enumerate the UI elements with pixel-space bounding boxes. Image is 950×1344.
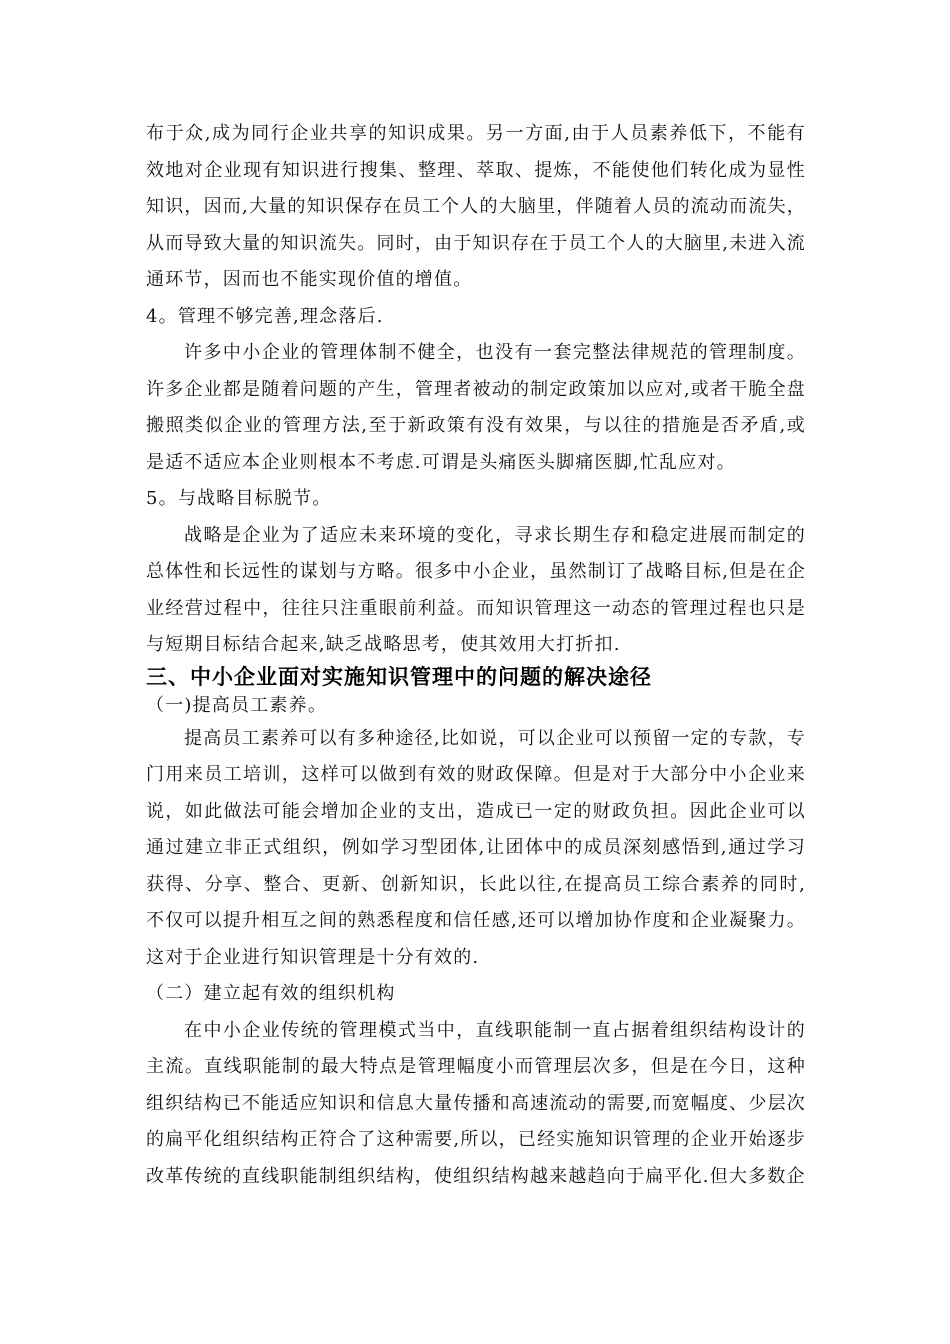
document-page	[146, 116, 806, 1195]
subheading-organization: （二）建立起有效的组织机构	[146, 983, 396, 1004]
paragraph-organization: 在中小企业传统的管理模式当中，直线职能制一直占据着组织结构设计的主流。直线职能制的最大特点是管理幅度小而管理层次多，但是在今日，这种组织结构已不能适应知识和信息大量传播和高速流动的需要,而宽幅度、少层次的扁平化组织结构正符合了这种需要,所以，已经实施知识管理的企业开始逐步改革传统的直线职能制组织结构，使组织结构越来越趋向于扁平化.但大多数企	[146, 1019, 806, 1187]
item-5-strategy: 5。与战略目标脱节。	[146, 488, 332, 509]
section-heading-3: 三、中小企业面对实施知识管理中的问题的解决途径	[146, 664, 652, 689]
paragraph-management-system: 许多中小企业的管理体制不健全，也没有一套完整法律规范的管理制度。许多企业都是随着问题的产生，管理者被动的制定政策加以应对,或者干脆全盘搬照类似企业的管理方法,至于新政策有没有效果，与以往的措施是否矛盾,或是适不适应本企业则根本不考虑.可谓是头痛医头脚痛医脚,忙乱应对。	[146, 342, 806, 473]
paragraph-strategy: 战略是企业为了适应未来环境的变化，寻求长期生存和稳定进展而制定的总体性和长远性的谋划与方略。很多中小企业，虽然制订了战略目标,但是在企业经营过程中，往往只注重眼前利益。而知识管理这一动态的管理过程也只是与短期目标结合起来,缺乏战略思考，使其效用大打折扣.	[146, 524, 806, 655]
item-4-management: 4。管理不够完善,理念落后.	[146, 305, 384, 327]
subheading-improve-quality: （一)提高员工素养。	[146, 694, 328, 716]
paragraph-knowledge-loss: 布于众,成为同行企业共享的知识成果。另一方面,由于人员素养低下，不能有效地对企业现有知识进行搜集、整理、萃取、提炼，不能使他们转化成为显性知识，因而,大量的知识保存在员工个人的大脑里，伴随着人员的流动而流失，从而导致大量的知识流失。同时，由于知识存在于员工个人的大脑里,未进入流通环节，因而也不能实现价值的增值。	[146, 123, 806, 290]
paragraph-improve-quality: 提高员工素养可以有多种途径,比如说，可以企业可以预留一定的专款，专门用来员工培训，这样可以做到有效的财政保障。但是对于大部分中小企业来说，如此做法可能会增加企业的支出，造成已一定的财政负担。因此企业可以通过建立非正式组织，例如学习型团体,让团体中的成员深刻感悟到,通过学习获得、分享、整合、更新、创新知识，长此以往,在提高员工综合素养的同时,不仅可以提升相互之间的熟悉程度和信任感,还可以增加协作度和企业凝聚力。这对于企业进行知识管理是十分有效的.	[146, 727, 806, 968]
